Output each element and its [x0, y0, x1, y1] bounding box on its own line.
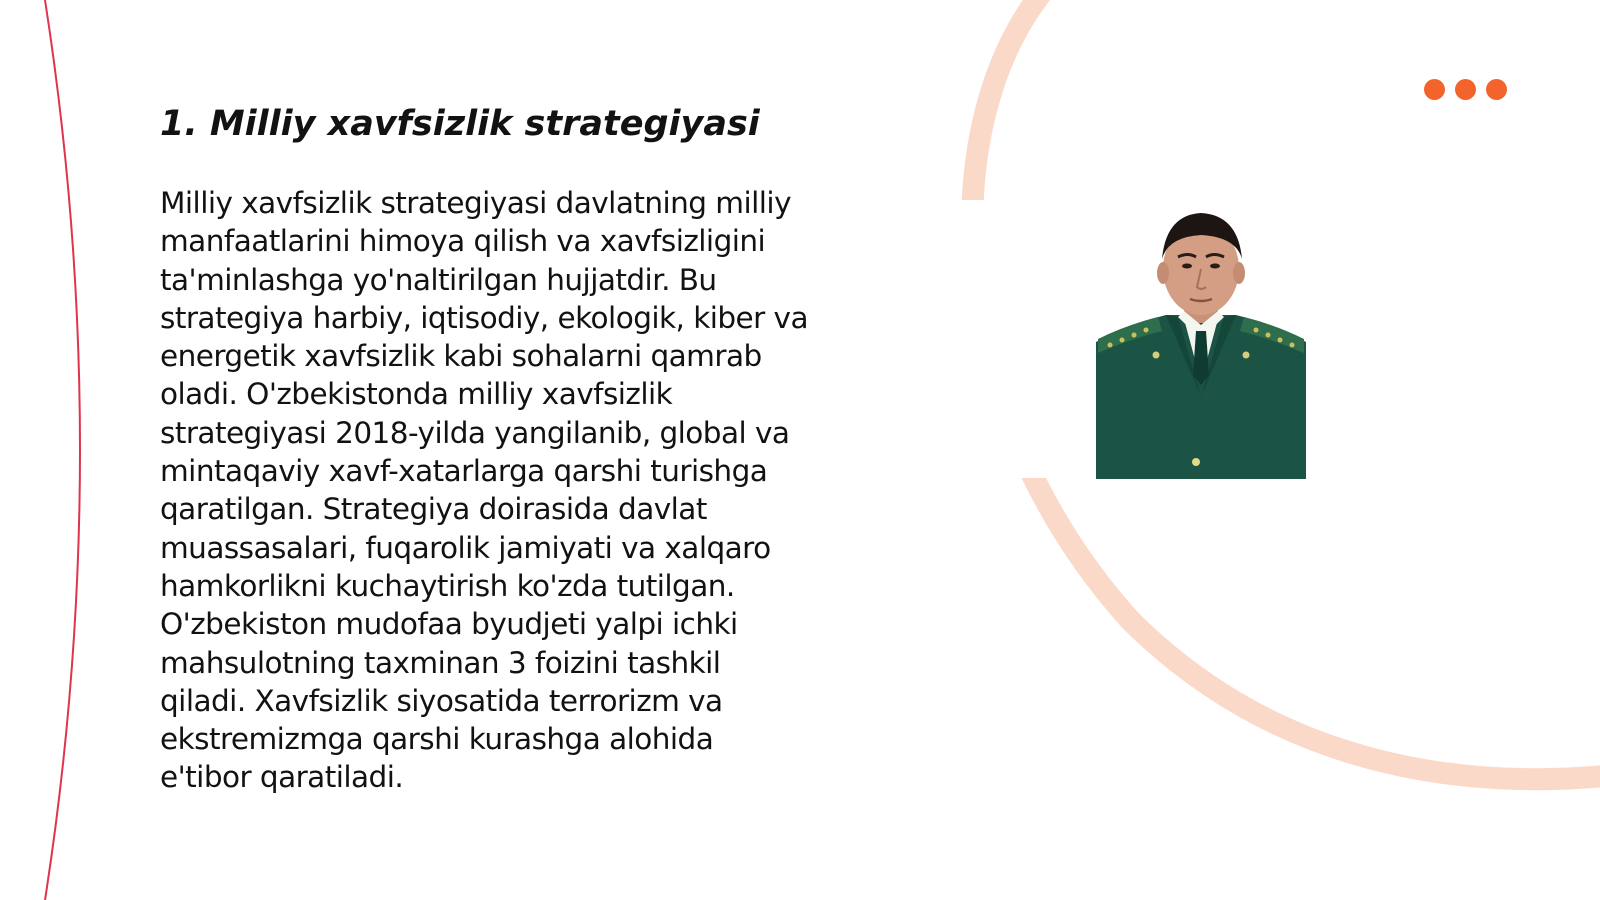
slide-title: 1. Milliy xavfsizlik strategiyasi	[160, 104, 760, 144]
person-portrait-icon	[1096, 207, 1306, 479]
three-dots-icon	[1424, 79, 1507, 100]
dot	[1424, 79, 1445, 100]
dot	[1455, 79, 1476, 100]
portrait-photo	[1096, 207, 1306, 479]
dot	[1486, 79, 1507, 100]
slide-body-text: Milliy xavfsizlik strategiyasi davlatning milliy manfaatlarini himoya qilish va xavfsizligini ta'minlashga yo'naltirilgan hujjatdir. Bu strategiya harbiy, iqtisodiy, ekologik, kiber va energetik xavfsizlik kabi sohalarni qamrab oladi. O'zbekistonda milliy xavfsizlik strategiyasi 2018-yilda yangilanib, global va mintaqaviy xavf-xatarlarga qarshi turishga qaratilgan. Strategiya doirasida davlat muassasalari, fuqarolik jamiyati va xalqaro hamkorlikni kuchaytirish ko'zda tutilgan. O'zbekiston mudofaa byudjeti yalpi ichki mahsulotning taxminan 3 foizini tashkil qiladi. Xavfsizlik siyosatida terrorizm va ekstremizmga qarshi kurashga alohida e'tibor qaratiladi.	[160, 186, 808, 795]
left-curve-line	[45, 0, 80, 900]
